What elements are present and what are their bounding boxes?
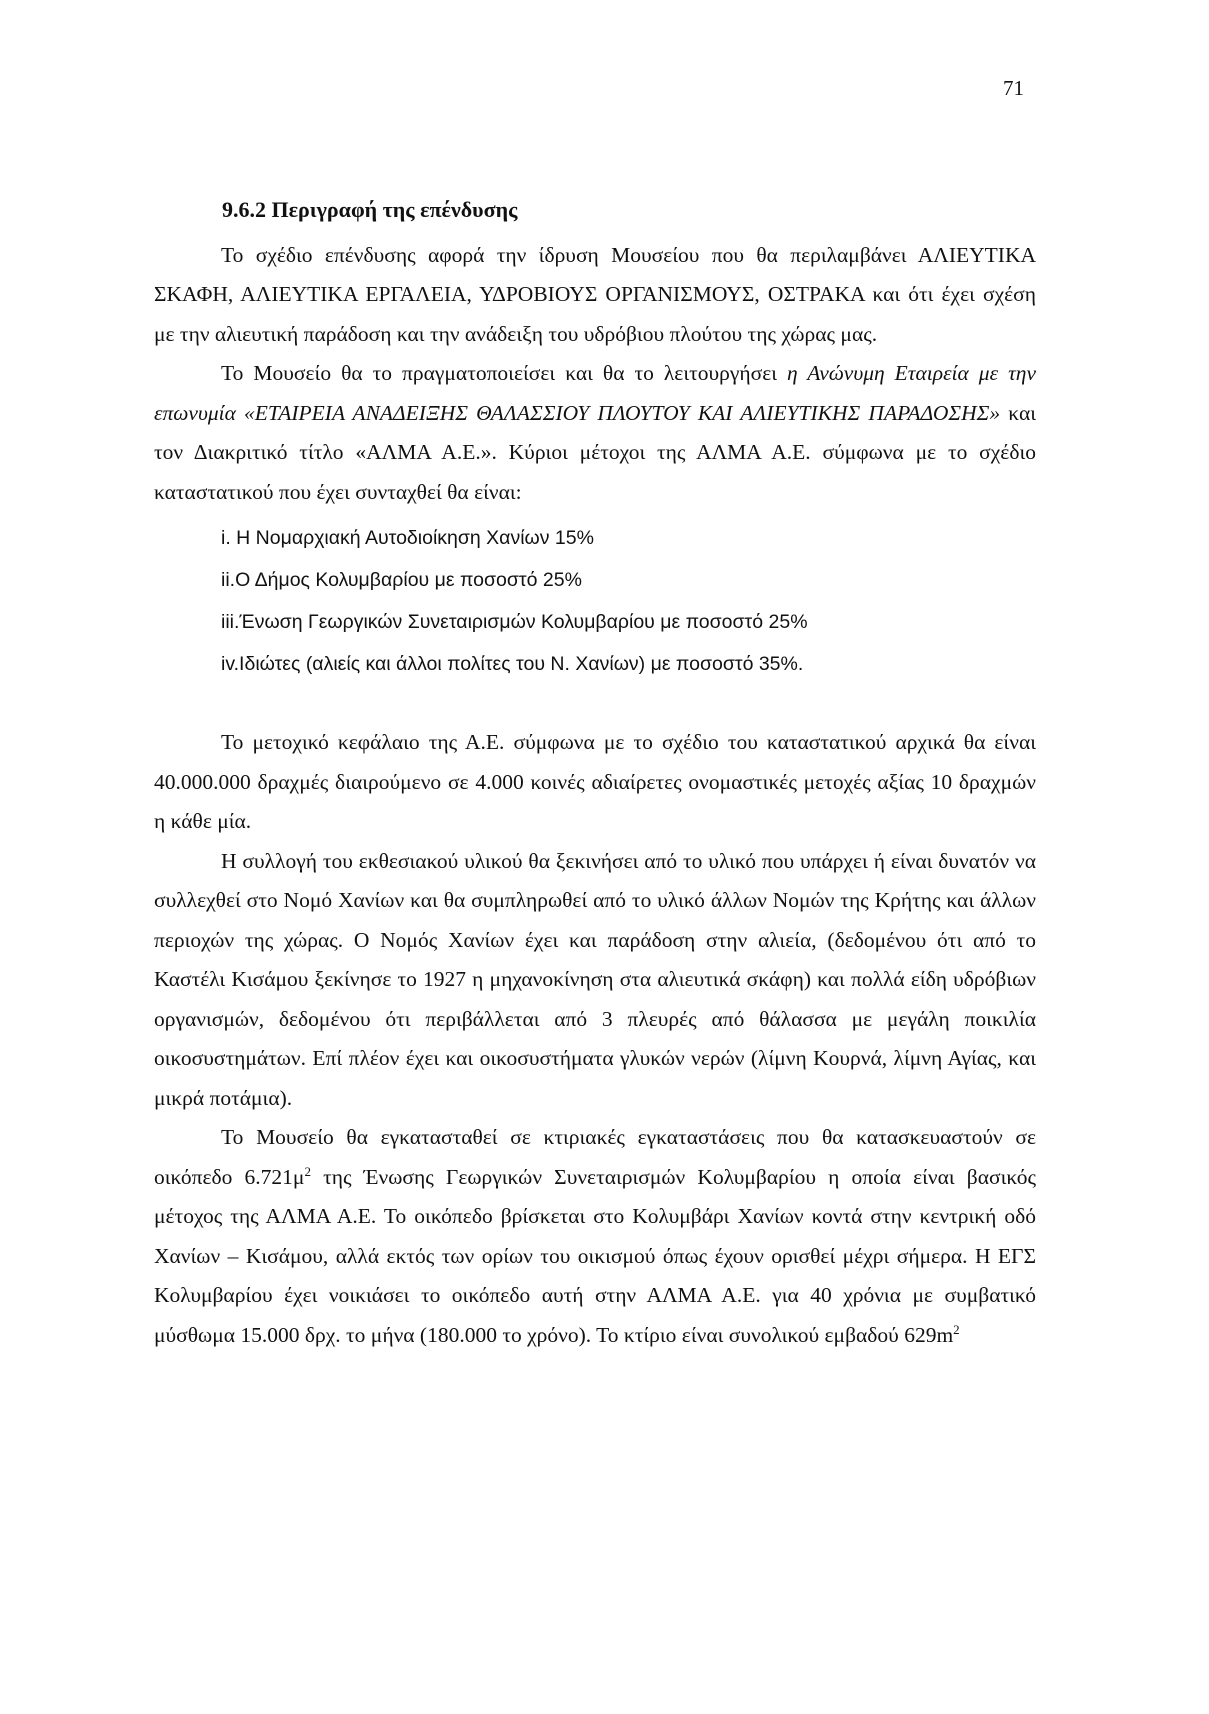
list-item: iii.Ένωση Γεωργικών Συνεταιρισμών Κολυμβαρίου με ποσοστό 25% bbox=[221, 611, 808, 633]
superscript: 2 bbox=[953, 1321, 960, 1337]
superscript: 2 bbox=[304, 1163, 311, 1179]
company-shareholders-intro: και τον Διακριτικό τίτλο «ΑΛΜΑ Α.Ε.». Κύριοι μέτοχοι της ΑΛΜΑ Α.Ε. σύμφωνα με το σχέδιο καταστατικού που έχει συνταχθεί θα είναι: bbox=[154, 400, 1036, 504]
shareholder-list bbox=[154, 517, 1036, 685]
list-item: iv.Ιδιώτες (αλιείς και άλλοι πολίτες του Ν. Χανίων) με ποσοστό 35%. bbox=[221, 653, 804, 675]
paragraph-exhibits: Η συλλογή του εκθεσιακού υλικού θα ξεκινήσει από το υλικό που υπάρχει ή είναι δυνατόν να συλλεχθεί στο Νομό Χανίων και θα συμπληρωθεί από το υλικό άλλων Νομών της Κρήτης και άλλων περιοχών της χώρας. Ο Νομός Χανίων έχει και παράδοση στην αλιεία, (δεδομένου ότι από το Καστέλι Κισάμου ξεκίνησε το 1927 η μηχανοκίνηση στα αλιευτικά σκάφη) και πολλά είδη υδρόβιων οργανισμών, δεδομένου ότι περιβάλλεται από 3 πλευρές από θάλασσα με μεγάλη ποικιλία οικοσυστημάτων. Επί πλέον έχει και οικοσυστήματα γλυκών νερών (λίμνη Κουρνά, λίμνη Αγίας, και μικρά ποτάμια). bbox=[154, 848, 1036, 1110]
company-name: η Ανώνυμη Εταιρεία με την επωνυμία «ΕΤΑΙΡΕΙΑ ΑΝΑΔΕΙΞΗΣ ΘΑΛΑΣΣΙΟΥ ΠΛΟΥΤΟΥ ΚΑΙ ΑΛΙΕΥΤΙΚΗΣ ΠΑΡΑΔΟΣΗΣ» bbox=[154, 361, 1036, 425]
paragraph-share-capital: Το μετοχικό κεφάλαιο της Α.Ε. σύμφωνα με το σχέδιο του καταστατικού αρχικά θα είναι 40.000.000 δραχμές διαιρούμενο σε 4.000 κοινές αδιαίρετες ονομαστικές μετοχές αξίας 10 δραχμών η κάθε μία. bbox=[154, 730, 1036, 833]
paragraph-investment-scope: Το σχέδιο επένδυσης αφορά την ίδρυση Μουσείου που θα περιλαμβάνει ΑΛΙΕΥΤΙΚΑ ΣΚΑΦΗ, ΑΛΙΕΥΤΙΚΑ ΕΡΓΑΛΕΙΑ, ΥΔΡΟΒΙΟΥΣ ΟΡΓΑΝΙΣΜΟΥΣ, ΟΣΤΡΑΚΑ και ότι έχει σχέση με την αλιευτική παράδοση και την ανάδειξη του υδρόβιου πλούτου της χώρας μας. bbox=[154, 242, 1036, 346]
building-text-a: Το Μουσείο θα εγκατασταθεί σε κτιριακές εγκαταστάσεις που θα κατασκευαστούν σε οικόπεδο 6.721μ bbox=[154, 1125, 1036, 1189]
document-body bbox=[154, 190, 1036, 1355]
page-number: 71 bbox=[1003, 76, 1024, 100]
building-text-b: της Ένωσης Γεωργικών Συνεταιρισμών Κολυμβαρίου η οποία είναι βασικός μέτοχος της ΑΛΜΑ Α.Ε. Το οικόπεδο βρίσκεται στο Κολυμβάρι Χανίων κοντά στην κεντρική οδό Χανίων – Κισάμου, αλλά εκτός των ορίων του οικισμού όπως έχουν ορισθεί μέχρι σήμερα. Η ΕΓΣ Κολυμβαρίου έχει νοικιάσει το οικόπεδο αυτή στην ΑΛΜΑ Α.Ε. για 40 χρόνια με συμβατικό μύσθωμα 15.000 δρχ. το μήνα (180.000 το χρόνο). Το κτίριο είναι συνολικού εμβαδού 629m bbox=[154, 1164, 1036, 1347]
paragraph-company bbox=[154, 354, 1036, 512]
paragraph-building bbox=[154, 1118, 1036, 1355]
section-heading: 9.6.2 Περιγραφή της επένδυσης bbox=[222, 197, 518, 222]
company-intro: Το Μουσείο θα το πραγματοποιείσει και θα το λειτουργήσει bbox=[221, 361, 788, 385]
list-item: ii.Ο Δήμος Κολυμβαρίου με ποσοστό 25% bbox=[221, 569, 582, 591]
list-item: i. Η Νομαρχιακή Αυτοδιοίκηση Χανίων 15% bbox=[221, 527, 594, 549]
